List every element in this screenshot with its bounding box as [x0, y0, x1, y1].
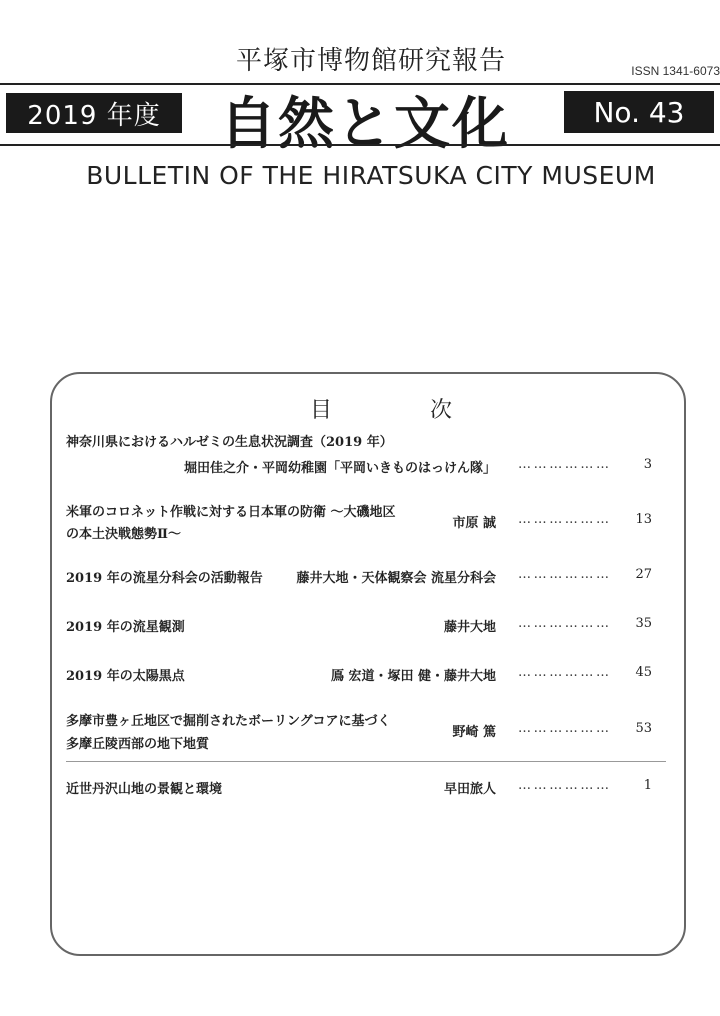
toc-entry-4-page: 35	[635, 616, 652, 631]
toc-entry-5-page: 45	[635, 665, 652, 680]
toc-entry-2-page: 13	[635, 512, 652, 527]
header-bottom-rule	[0, 144, 720, 146]
toc-entry-3-author: 藤井大地・天体観察会 流星分科会	[296, 571, 496, 586]
toc-entry-5-leader: ………………	[518, 665, 612, 680]
toc-entry-2-author: 市原 誠	[452, 516, 496, 531]
toc-entry-5-author: 鳫 宏道・塚田 健・藤井大地	[330, 669, 496, 684]
series-title: 平塚市博物館研究報告	[235, 46, 506, 76]
toc-entry-6-page: 53	[635, 721, 652, 736]
toc-entry-7-title[interactable]: 近世丹沢山地の景観と環境	[66, 782, 223, 797]
toc-entry-2-title[interactable]: 米軍のコロネット作戦に対する日本軍の防衛 ～大磯地区	[66, 505, 396, 520]
toc-entry-3-page: 27	[635, 567, 652, 582]
toc-entry-7-author: 早田旅人	[443, 782, 496, 797]
toc-entry-6-author: 野崎 篤	[452, 725, 496, 740]
main-title: 自然と文化	[220, 91, 510, 157]
issue-number-badge: No. 43	[564, 91, 714, 133]
toc-entry-5-title[interactable]: 2019 年の太陽黒点	[66, 669, 185, 684]
toc-entry-3-title[interactable]: 2019 年の流星分科会の活動報告	[66, 571, 263, 586]
bulletin-title-english: BULLETIN OF THE HIRATSUKA CITY MUSEUM	[86, 161, 656, 190]
toc-entry-1-author: 堀田佳之介・平岡幼稚園「平岡いきものはっけん隊」	[183, 461, 496, 476]
toc-entry-1-title[interactable]: 神奈川県におけるハルゼミの生息状況調査（2019 年）	[66, 435, 393, 450]
toc-entry-1-leader: ………………	[518, 457, 612, 472]
toc-entry-4-leader: ………………	[518, 616, 612, 631]
toc-separator	[66, 761, 666, 762]
toc-entry-3-leader: ………………	[518, 567, 612, 582]
toc-entry-6-title-line2[interactable]: 多摩丘陵西部の地下地質	[66, 737, 210, 752]
toc-entry-4-author: 藤井大地	[443, 620, 496, 635]
toc-entry-7-page: 1	[643, 778, 652, 793]
toc-heading: 目 次	[310, 398, 491, 423]
year-badge: 2019 年度	[6, 93, 182, 133]
toc-entry-6-leader: ………………	[518, 721, 612, 736]
toc-entry-2-title-line2[interactable]: の本土決戦態勢Ⅱ～	[66, 527, 181, 542]
toc-entry-4-title[interactable]: 2019 年の流星観測	[66, 620, 185, 635]
toc-entry-1-page: 3	[643, 457, 652, 472]
toc-entry-6-title[interactable]: 多摩市豊ヶ丘地区で掘削されたボーリングコアに基づく	[66, 714, 391, 729]
issn-number: ISSN 1341-6073	[631, 64, 720, 78]
toc-entry-7-leader: ………………	[518, 778, 612, 793]
toc-entry-2-leader: ………………	[518, 512, 612, 527]
